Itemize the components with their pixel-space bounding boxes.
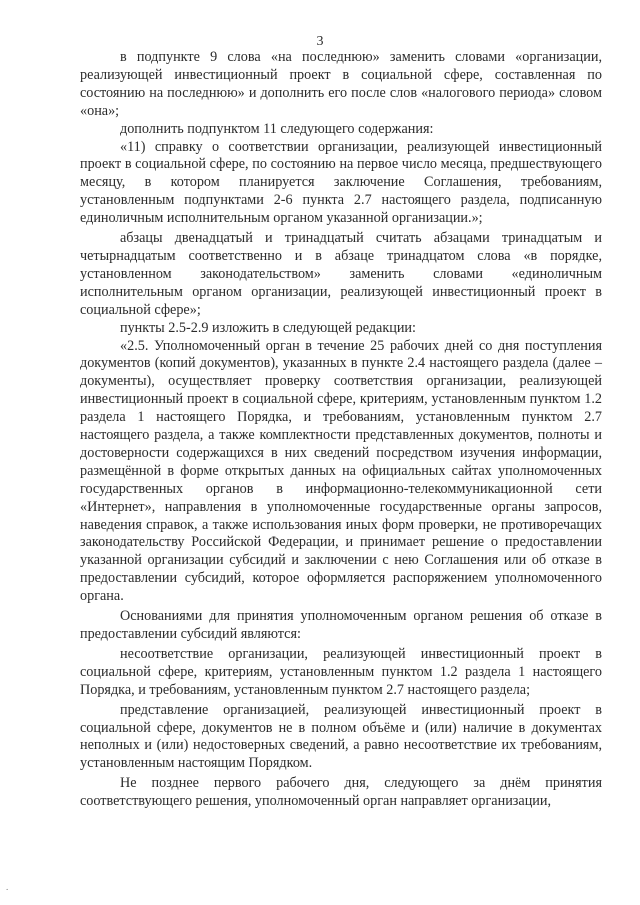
paragraph: Основаниями для принятия уполномоченным органом решения об отказе в предоставлении субсидий являются: [80, 608, 602, 642]
page-number: 3 [316, 34, 324, 49]
paragraph: дополнить подпунктом 11 следующего содержания: [120, 120, 434, 137]
paragraph: Не позднее первого рабочего дня, следующего за днём принятия соответствующего решения, уполномоченный орган направляет организации, [80, 775, 602, 810]
paragraph: представление организацией, реализующей инвестиционный проект в социальной сфере, документов не в полном объёме и (или) наличие в документах неполных и (или) недостоверных сведений, а равно несоответствие их требованиям, установленным настоящим Порядком. [80, 701, 602, 772]
paragraph: «11) справку о соответствии организации, реализующей инвестиционный проект в социальной сфере, по состоянию на первое число месяца, предшествующего месяцу, в котором планируется заключение Соглашения, требованиям, установленным подпунктами 2-6 пункта 2.7 настоящего раздела, подписанную единоличным исполнительным органом указанной организации.»; [80, 138, 602, 227]
paragraph: в подпункте 9 слова «на последнюю» заменить словами «организации, реализующей инвестиционный проект в социальной сфере, составленная по состоянию на последнюю» и дополнить его после слов «налогового периода» словом «она»; [80, 49, 602, 119]
document-body [80, 49, 602, 811]
paragraph: абзацы двенадцатый и тринадцатый считать абзацами тринадцатым и четырнадцатым соответственно и в абзаце тринадцатом слова «в порядке, установленном законодательством» заменить словами «единоличным исполнительным органом организации, реализующей инвестиционный проект в социальной сфере»; [80, 230, 602, 318]
paragraph: «2.5. Уполномоченный орган в течение 25 рабочих дней со дня поступления документов (копий документов), указанных в пункте 2.4 настоящего раздела (далее – документы), осуществляет проверку соответствия организации, реализующей инвестиционный проект в социальной сфере, критериям, установленным пунктом 1.2 раздела 1 настоящего Порядка, и требованиям, установленным пунктом 2.7 настоящего раздела, а также комплектности представленных документов, полноты и достоверности содержащихся в них сведений посредством изучения информации, размещённой в форме открытых данных на официальных сайтах уполномоченных государственных органов в информационно-телекоммуникационной сети «Интернет», направления в уполномоченные государственные органы запросов, наведения справок, а также использования иных форм проверки, не противоречащих законодательству Российской Федерации, и принимает решение о предоставлении указанной организации субсидий и заключении с нею Соглашения или об отказе в предоставлении субсидий, которое оформляется распоряжением уполномоченного органа. [80, 337, 602, 605]
scan-mark: . [6, 882, 9, 892]
paragraph: несоответствие организации, реализующей инвестиционный проект в социальной сфере, критериям, установленным пунктом 1.2 раздела 1 настоящего Порядка, и требованиям, установленным пунктом 2.7 настоящего раздела; [80, 645, 602, 698]
paragraph: пункты 2.5-2.9 изложить в следующей редакции: [120, 319, 416, 336]
